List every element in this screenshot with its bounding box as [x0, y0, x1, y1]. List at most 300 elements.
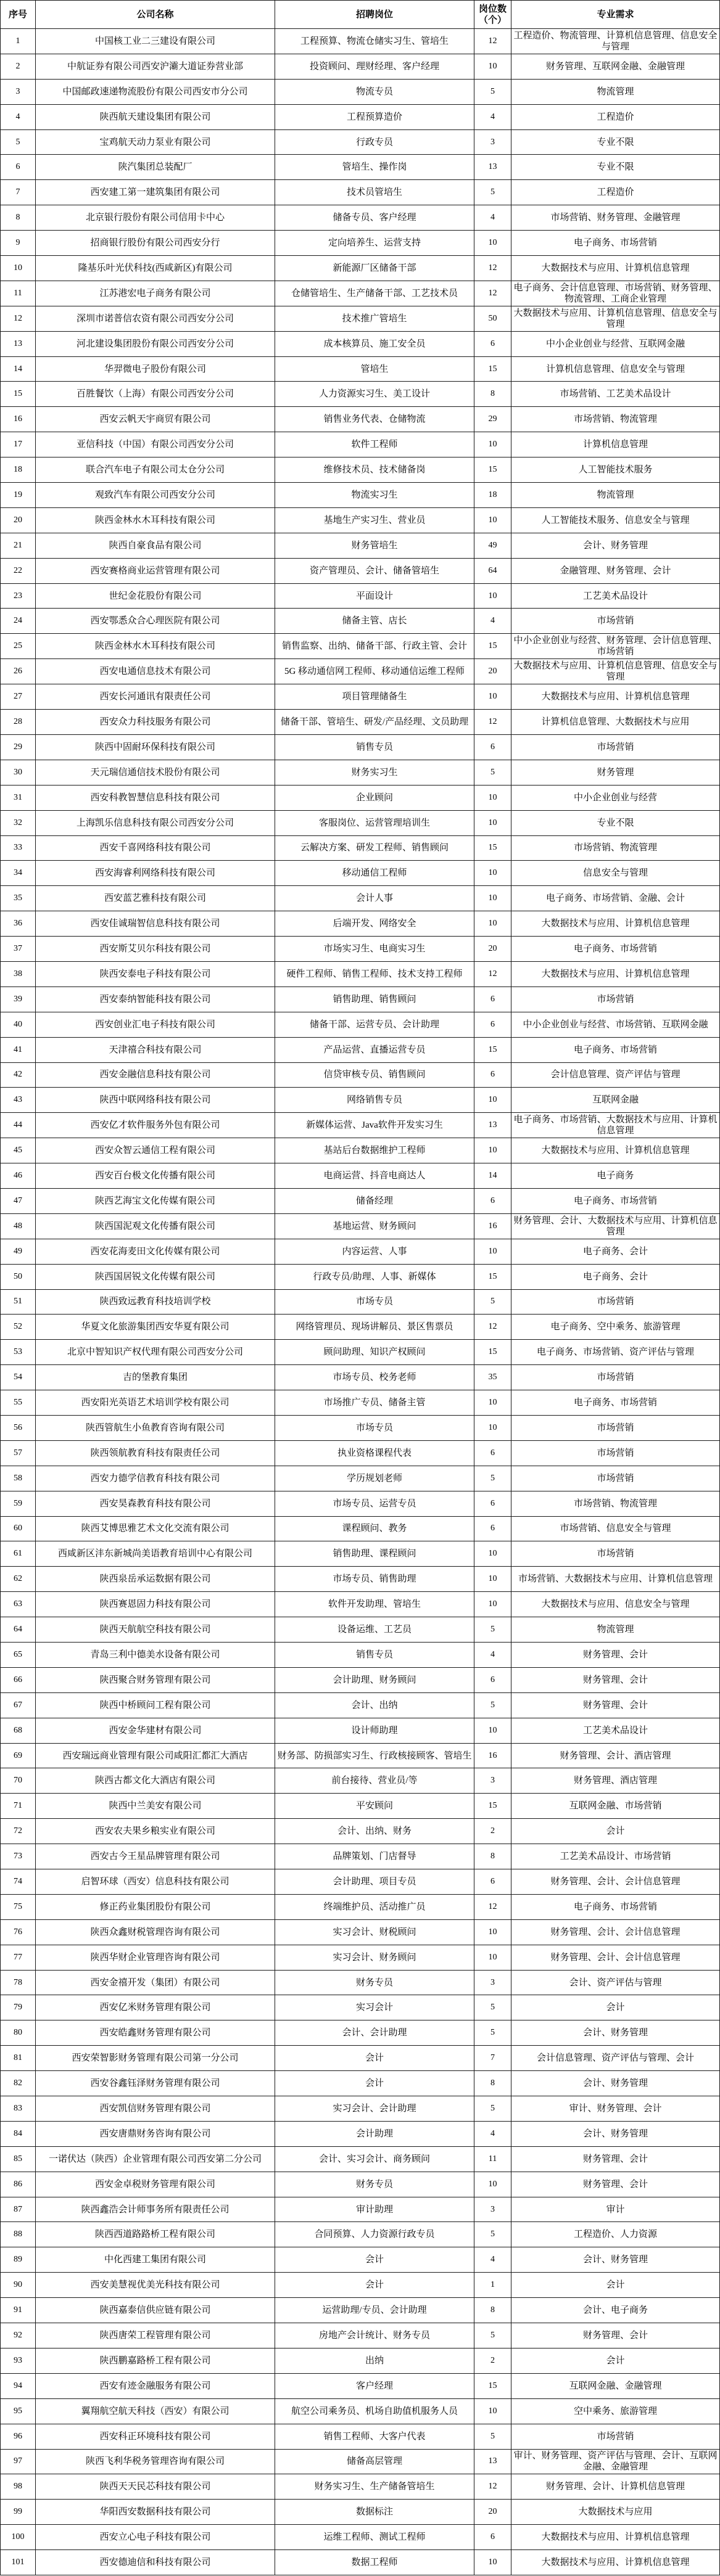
position-count-cell: 10	[474, 811, 511, 836]
company-name-cell: 西安赛格商业运营管理有限公司	[36, 559, 275, 584]
positions-cell: 前台接待、营业员/等	[275, 1768, 474, 1794]
row-number-cell: 28	[1, 710, 36, 735]
row-number-cell: 61	[1, 1541, 36, 1567]
table-row	[1, 2323, 720, 2348]
position-count-cell: 4	[474, 2122, 511, 2147]
major-requirements-cell: 电子商务、市场营销、大数据技术与应用、计算机信息管理	[511, 1113, 720, 1138]
major-requirements-cell: 大数据技术与应用、信息安全与管理	[511, 1592, 720, 1617]
major-requirements-cell: 财务管理、会计、会计信息管理	[511, 1945, 720, 1971]
position-count-cell: 13	[474, 2450, 511, 2475]
company-name-cell: 陕西国泥观文化传播有限公司	[36, 1214, 275, 1239]
row-number-cell: 21	[1, 533, 36, 559]
major-requirements-cell: 电子商务、市场营销、资产评估与管理	[511, 1340, 720, 1365]
major-requirements-cell: 市场营销	[511, 1441, 720, 1466]
positions-cell: 销售监察、出纳、储备干部、行政主管、会计	[275, 634, 474, 659]
table-row	[1, 1214, 720, 1239]
position-count-cell: 2	[474, 1819, 511, 1844]
company-name-cell: 西安有迹金融服务有限公司	[36, 2374, 275, 2399]
row-number-cell: 92	[1, 2323, 36, 2348]
table-row	[1, 1239, 720, 1265]
position-count-cell: 5	[474, 80, 511, 105]
position-count-cell: 4	[474, 205, 511, 231]
position-count-cell: 12	[474, 710, 511, 735]
positions-cell: 储备高层管理	[275, 2450, 474, 2475]
position-count-cell: 15	[474, 457, 511, 483]
table-row	[1, 659, 720, 684]
positions-cell: 实习会计、财务顾问	[275, 1945, 474, 1971]
company-name-cell: 陕西天天民芯科技有限公司	[36, 2474, 275, 2500]
positions-cell: 会计、出纳、财务	[275, 1819, 474, 1844]
position-count-cell: 6	[474, 987, 511, 1012]
company-name-cell: 陕西嘉泰信供应链有限公司	[36, 2298, 275, 2323]
positions-cell: 审计助理	[275, 2197, 474, 2223]
table-row	[1, 80, 720, 105]
major-requirements-cell: 审计、财务管理、资产评估与管理、会计、互联网金融、金融管理	[511, 2450, 720, 2475]
table-row	[1, 911, 720, 937]
company-name-cell: 西安长河通讯有限责任公司	[36, 684, 275, 710]
row-number-cell: 56	[1, 1416, 36, 1441]
row-number-cell: 50	[1, 1265, 36, 1290]
company-name-cell: 西安科教智慧信息科技有限公司	[36, 786, 275, 811]
positions-cell: 会计	[275, 2046, 474, 2071]
table-row	[1, 710, 720, 735]
positions-cell: 企业顾问	[275, 786, 474, 811]
table-row	[1, 2147, 720, 2172]
position-count-cell: 10	[474, 861, 511, 886]
company-name-cell: 西安金禧开发（集团）有限公司	[36, 1971, 275, 1996]
company-name-cell: 陕西鑫浩会计师事务所有限责任公司	[36, 2197, 275, 2223]
row-number-cell: 14	[1, 357, 36, 382]
major-requirements-cell: 电子商务、会计	[511, 1239, 720, 1265]
row-number-cell: 16	[1, 407, 36, 432]
table-row	[1, 609, 720, 634]
position-count-cell: 10	[474, 1390, 511, 1416]
row-number-cell: 96	[1, 2424, 36, 2450]
header-row-number: 序号	[1, 1, 36, 29]
position-count-cell: 11	[474, 2147, 511, 2172]
table-row	[1, 1567, 720, 1592]
position-count-cell: 5	[474, 2424, 511, 2450]
table-row	[1, 483, 720, 508]
row-number-cell: 12	[1, 306, 36, 332]
header-company-name: 公司名称	[36, 1, 275, 29]
table-row	[1, 130, 720, 155]
position-count-cell: 10	[474, 911, 511, 937]
major-requirements-cell: 财务管理、会计	[511, 1643, 720, 1668]
major-requirements-cell: 专业不限	[511, 155, 720, 180]
major-requirements-cell: 会计、财务管理	[511, 2071, 720, 2096]
positions-cell: 基站后台数据维护工程师	[275, 1138, 474, 1163]
row-number-cell: 69	[1, 1744, 36, 1769]
position-count-cell: 6	[474, 1668, 511, 1693]
table-row	[1, 508, 720, 533]
company-name-cell: 华阳西安数据科技有限公司	[36, 2500, 275, 2525]
table-row	[1, 2172, 720, 2197]
position-count-cell: 64	[474, 559, 511, 584]
row-number-cell: 55	[1, 1390, 36, 1416]
company-name-cell: 陕西华财企业管理咨询有限公司	[36, 1945, 275, 1971]
company-name-cell: 西安荣智影财务管理有限公司第一分公司	[36, 2046, 275, 2071]
position-count-cell: 10	[474, 684, 511, 710]
company-name-cell: 上海凯乐信息科技有限公司西安分公司	[36, 811, 275, 836]
major-requirements-cell: 空中乘务、旅游管理	[511, 2399, 720, 2424]
positions-cell: 技术推广管培生	[275, 306, 474, 332]
table-row	[1, 281, 720, 306]
position-count-cell: 12	[474, 281, 511, 306]
positions-cell: 内容运营、人事	[275, 1239, 474, 1265]
table-row	[1, 1819, 720, 1844]
positions-cell: 硬件工程师、销售工程师、技术支持工程师	[275, 962, 474, 987]
company-name-cell: 西安立心电子科技有限公司	[36, 2525, 275, 2550]
row-number-cell: 98	[1, 2474, 36, 2500]
positions-cell: 成本核算员、施工安全员	[275, 332, 474, 357]
position-count-cell: 5	[474, 1995, 511, 2020]
row-number-cell: 22	[1, 559, 36, 584]
company-name-cell: 西安昊森教育科技有限公司	[36, 1491, 275, 1517]
table-row	[1, 1441, 720, 1466]
table-row	[1, 559, 720, 584]
row-number-cell: 54	[1, 1365, 36, 1390]
position-count-cell: 10	[474, 2399, 511, 2424]
row-number-cell: 33	[1, 836, 36, 861]
position-count-cell: 12	[474, 962, 511, 987]
company-name-cell: 陕西国居锐文化传媒有限公司	[36, 1265, 275, 1290]
table-row	[1, 1466, 720, 1491]
table-row	[1, 634, 720, 659]
table-row	[1, 54, 720, 80]
major-requirements-cell: 中小企业创业与经营	[511, 786, 720, 811]
major-requirements-cell: 会计、财务管理	[511, 2020, 720, 2046]
row-number-cell: 49	[1, 1239, 36, 1265]
major-requirements-cell: 计算机信息管理、信息安全与管理	[511, 357, 720, 382]
row-number-cell: 11	[1, 281, 36, 306]
company-name-cell: 西安亿才软件服务外包有限公司	[36, 1113, 275, 1138]
positions-cell: 管培生	[275, 357, 474, 382]
major-requirements-cell: 计算机信息管理	[511, 432, 720, 457]
positions-cell: 储备经理	[275, 1189, 474, 1214]
table-row	[1, 1390, 720, 1416]
major-requirements-cell: 工程造价、物流管理、计算机信息管理、信息安全与管理	[511, 29, 720, 54]
positions-cell: 管培生、操作岗	[275, 155, 474, 180]
major-requirements-cell: 电子商务、市场营销	[511, 1895, 720, 1920]
positions-cell: 会计助理	[275, 2122, 474, 2147]
company-name-cell: 西安电通信息技术有限公司	[36, 659, 275, 684]
major-requirements-cell: 财务管理、会计	[511, 1668, 720, 1693]
company-name-cell: 陕西聚合财务管理有限公司	[36, 1668, 275, 1693]
major-requirements-cell: 大数据技术与应用	[511, 2500, 720, 2525]
table-row	[1, 1038, 720, 1063]
position-count-cell: 5	[474, 2096, 511, 2122]
table-row	[1, 1744, 720, 1769]
table-row	[1, 357, 720, 382]
table-row	[1, 2046, 720, 2071]
row-number-cell: 32	[1, 811, 36, 836]
position-count-cell: 6	[474, 1063, 511, 1088]
major-requirements-cell: 中小企业创业与经营、财务管理、会计信息管理、市场营销	[511, 634, 720, 659]
table-row	[1, 1517, 720, 1542]
table-row	[1, 180, 720, 205]
row-number-cell: 5	[1, 130, 36, 155]
major-requirements-cell: 财务管理、互联网金融、金融管理	[511, 54, 720, 80]
position-count-cell: 5	[474, 2222, 511, 2247]
table-row	[1, 2550, 720, 2575]
position-count-cell: 10	[474, 508, 511, 533]
row-number-cell: 76	[1, 1920, 36, 1945]
company-name-cell: 华夏文化旅游集团西安华夏有限公司	[36, 1315, 275, 1340]
company-name-cell: 天津禧合科技有限公司	[36, 1038, 275, 1063]
positions-cell: 仓储管培生、生产储备干部、工艺技术员	[275, 281, 474, 306]
row-number-cell: 39	[1, 987, 36, 1012]
positions-cell: 基地生产实习生、营业员	[275, 508, 474, 533]
major-requirements-cell: 互联网金融	[511, 1088, 720, 1113]
row-number-cell: 85	[1, 2147, 36, 2172]
positions-cell: 财务管培生	[275, 533, 474, 559]
company-name-cell: 江苏港宏电子商务有限公司	[36, 281, 275, 306]
company-name-cell: 陕西领航教育科技有限责任公司	[36, 1441, 275, 1466]
major-requirements-cell: 财务管理、会计	[511, 2323, 720, 2348]
position-count-cell: 1	[474, 2273, 511, 2298]
positions-cell: 网络管理员、现场讲解员、景区售票员	[275, 1315, 474, 1340]
row-number-cell: 93	[1, 2348, 36, 2374]
company-name-cell: 西安谷鑫钰泽财务管理有限公司	[36, 2071, 275, 2096]
major-requirements-cell: 电子商务、会计	[511, 1265, 720, 1290]
table-row	[1, 2348, 720, 2374]
table-row	[1, 2374, 720, 2399]
positions-cell: 学历规划老师	[275, 1466, 474, 1491]
major-requirements-cell: 市场营销	[511, 2424, 720, 2450]
positions-cell: 实习会计、财税顾问	[275, 1920, 474, 1945]
company-name-cell: 西安海睿利网络科技有限公司	[36, 861, 275, 886]
row-number-cell: 89	[1, 2247, 36, 2273]
row-number-cell: 65	[1, 1643, 36, 1668]
table-row	[1, 1491, 720, 1517]
position-count-cell: 10	[474, 1541, 511, 1567]
positions-cell: 软件工程师	[275, 432, 474, 457]
positions-cell: 后端开发、网络安全	[275, 911, 474, 937]
major-requirements-cell: 市场营销、物流管理	[511, 407, 720, 432]
major-requirements-cell: 会计	[511, 1995, 720, 2020]
table-row	[1, 2424, 720, 2450]
row-number-cell: 95	[1, 2399, 36, 2424]
table-row	[1, 1617, 720, 1643]
table-row	[1, 886, 720, 911]
company-name-cell: 华羿微电子股份有限公司	[36, 357, 275, 382]
positions-cell: 5G 移动通信网工程师、移动通信运维工程师	[275, 659, 474, 684]
positions-cell: 销售助理、销售顾问	[275, 987, 474, 1012]
company-name-cell: 西安阳光英语艺术培训学校有限公司	[36, 1390, 275, 1416]
positions-cell: 客服岗位、运营管理培训生	[275, 811, 474, 836]
positions-cell: 出纳	[275, 2348, 474, 2374]
company-name-cell: 西安花海麦田文化传媒有限公司	[36, 1239, 275, 1265]
row-number-cell: 80	[1, 2020, 36, 2046]
positions-cell: 市场专员、运营专员	[275, 1491, 474, 1517]
major-requirements-cell: 金融管理、财务管理、会计	[511, 559, 720, 584]
company-name-cell: 西安亿米财务管理有限公司	[36, 1995, 275, 2020]
company-name-cell: 西安斯艾贝尔科技有限公司	[36, 937, 275, 962]
position-count-cell: 3	[474, 130, 511, 155]
table-row	[1, 533, 720, 559]
table-row	[1, 432, 720, 457]
major-requirements-cell: 财务管理、会计	[511, 2147, 720, 2172]
major-requirements-cell: 物流管理	[511, 1617, 720, 1643]
company-name-cell: 西安古今王星品牌管理有限公司	[36, 1844, 275, 1869]
company-name-cell: 天元瑞信通信技术股份有限公司	[36, 760, 275, 786]
positions-cell: 储备主管、店长	[275, 609, 474, 634]
major-requirements-cell: 会计信息管理、资产评估与管理	[511, 1063, 720, 1088]
positions-cell: 顾问助理、知识产权顾问	[275, 1340, 474, 1365]
table-row	[1, 382, 720, 407]
position-count-cell: 5	[474, 2020, 511, 2046]
position-count-cell: 4	[474, 1643, 511, 1668]
position-count-cell: 10	[474, 886, 511, 911]
table-row	[1, 1869, 720, 1895]
row-number-cell: 88	[1, 2222, 36, 2247]
company-name-cell: 陕西泉岳承运数据有限公司	[36, 1567, 275, 1592]
major-requirements-cell: 会计	[511, 1819, 720, 1844]
row-number-cell: 1	[1, 29, 36, 54]
positions-cell: 实习会计	[275, 1995, 474, 2020]
major-requirements-cell: 市场营销、大数据技术与应用、计算机信息管理	[511, 1567, 720, 1592]
positions-cell: 物流实习生	[275, 483, 474, 508]
position-count-cell: 8	[474, 1844, 511, 1869]
positions-cell: 市场推广专员、储备主管	[275, 1390, 474, 1416]
company-name-cell: 陕西中桥顾问工程有限公司	[36, 1693, 275, 1718]
table-row	[1, 2122, 720, 2147]
major-requirements-cell: 工艺美术品设计、市场营销	[511, 1844, 720, 1869]
positions-cell: 设计师助理	[275, 1718, 474, 1744]
position-count-cell: 12	[474, 1895, 511, 1920]
position-count-cell: 10	[474, 786, 511, 811]
positions-cell: 新媒体运营、Java软件开发实习生	[275, 1113, 474, 1138]
row-number-cell: 31	[1, 786, 36, 811]
table-row	[1, 1189, 720, 1214]
company-name-cell: 陕西古都文化大酒店有限公司	[36, 1768, 275, 1794]
positions-cell: 市场专员	[275, 1290, 474, 1315]
positions-cell: 销售工程师、大客户代表	[275, 2424, 474, 2450]
positions-cell: 房地产会计统计、财务专员	[275, 2323, 474, 2348]
company-name-cell: 西安众力科技服务有限公司	[36, 710, 275, 735]
table-body	[1, 29, 720, 2575]
row-number-cell: 19	[1, 483, 36, 508]
positions-cell: 销售专员	[275, 1643, 474, 1668]
positions-cell: 软件开发助理、管培生	[275, 1592, 474, 1617]
row-number-cell: 83	[1, 2096, 36, 2122]
major-requirements-cell: 工程造价、人力资源	[511, 2222, 720, 2247]
row-number-cell: 70	[1, 1768, 36, 1794]
major-requirements-cell: 会计、财务管理	[511, 2122, 720, 2147]
row-number-cell: 57	[1, 1441, 36, 1466]
row-number-cell: 41	[1, 1038, 36, 1063]
company-name-cell: 陕西赛恩固力科技有限公司	[36, 1592, 275, 1617]
table-row	[1, 1012, 720, 1038]
company-name-cell: 西安众智云通信工程有限公司	[36, 1138, 275, 1163]
positions-cell: 品牌策划、门店督导	[275, 1844, 474, 1869]
major-requirements-cell: 市场营销、工艺美术品设计	[511, 382, 720, 407]
table-row	[1, 584, 720, 609]
position-count-cell: 15	[474, 2374, 511, 2399]
row-number-cell: 40	[1, 1012, 36, 1038]
table-row	[1, 2474, 720, 2500]
position-count-cell: 15	[474, 1340, 511, 1365]
table-row	[1, 1138, 720, 1163]
major-requirements-cell: 市场营销	[511, 1290, 720, 1315]
company-name-cell: 中航证券有限公司西安沪灞大道证券营业部	[36, 54, 275, 80]
major-requirements-cell: 市场营销	[511, 987, 720, 1012]
positions-cell: 会计助理、项目专员	[275, 1869, 474, 1895]
company-name-cell: 中化西建工集团有限公司	[36, 2247, 275, 2273]
position-count-cell: 16	[474, 1744, 511, 1769]
row-number-cell: 10	[1, 256, 36, 281]
major-requirements-cell: 财务管理、酒店管理	[511, 1768, 720, 1794]
positions-cell: 运维工程师、测试工程师	[275, 2525, 474, 2550]
positions-cell: 维修技术员、技术储备岗	[275, 457, 474, 483]
positions-cell: 电商运营、抖音电商达人	[275, 1163, 474, 1189]
major-requirements-cell: 电子商务、市场营销、金融、会计	[511, 886, 720, 911]
table-row	[1, 29, 720, 54]
row-number-cell: 18	[1, 457, 36, 483]
positions-cell: 平安顾问	[275, 1794, 474, 1819]
major-requirements-cell: 物流管理	[511, 483, 720, 508]
major-requirements-cell: 审计	[511, 2197, 720, 2223]
row-number-cell: 29	[1, 735, 36, 760]
row-number-cell: 30	[1, 760, 36, 786]
position-count-cell: 10	[474, 1592, 511, 1617]
table-row	[1, 306, 720, 332]
positions-cell: 市场专员	[275, 1416, 474, 1441]
company-name-cell: 隆基乐叶光伏科技(西咸新区)有限公司	[36, 256, 275, 281]
position-count-cell: 10	[474, 1138, 511, 1163]
positions-cell: 合同预算、人力资源行政专员	[275, 2222, 474, 2247]
positions-cell: 会计、会计助理	[275, 2020, 474, 2046]
row-number-cell: 44	[1, 1113, 36, 1138]
major-requirements-cell: 计算机信息管理、大数据技术与应用	[511, 710, 720, 735]
positions-cell: 财务专员	[275, 1971, 474, 1996]
company-name-cell: 亚信科技（中国）有限公司西安分公司	[36, 432, 275, 457]
row-number-cell: 86	[1, 2172, 36, 2197]
positions-cell: 项目管理储备生	[275, 684, 474, 710]
position-count-cell: 6	[474, 1491, 511, 1517]
table-row	[1, 1995, 720, 2020]
position-count-cell: 5	[474, 1466, 511, 1491]
major-requirements-cell: 大数据技术与应用、计算机信息管理	[511, 1138, 720, 1163]
positions-cell: 销售助理、课程顾问	[275, 1541, 474, 1567]
row-number-cell: 74	[1, 1869, 36, 1895]
position-count-cell: 12	[474, 29, 511, 54]
positions-cell: 客户经理	[275, 2374, 474, 2399]
row-number-cell: 2	[1, 54, 36, 80]
company-name-cell: 青岛三利中德美水设备有限公司	[36, 1643, 275, 1668]
company-name-cell: 一诺伏达（陕西）企业管理有限公司西安第二分公司	[36, 2147, 275, 2172]
company-name-cell: 陕西中联网络科技有限公司	[36, 1088, 275, 1113]
table-row	[1, 105, 720, 130]
company-name-cell: 北京银行股份有限公司信用卡中心	[36, 205, 275, 231]
position-count-cell: 10	[474, 432, 511, 457]
row-number-cell: 36	[1, 911, 36, 937]
company-name-cell: 陕西艺海宝文化传媒有限公司	[36, 1189, 275, 1214]
row-number-cell: 15	[1, 382, 36, 407]
position-count-cell: 15	[474, 1038, 511, 1063]
row-number-cell: 81	[1, 2046, 36, 2071]
row-number-cell: 24	[1, 609, 36, 634]
major-requirements-cell: 电子商务	[511, 1163, 720, 1189]
table-row	[1, 836, 720, 861]
row-number-cell: 6	[1, 155, 36, 180]
table-row	[1, 1592, 720, 1617]
company-name-cell: 西安唐鼎财务咨询有限公司	[36, 2122, 275, 2147]
row-number-cell: 97	[1, 2450, 36, 2475]
position-count-cell: 15	[474, 1265, 511, 1290]
position-count-cell: 12	[474, 256, 511, 281]
